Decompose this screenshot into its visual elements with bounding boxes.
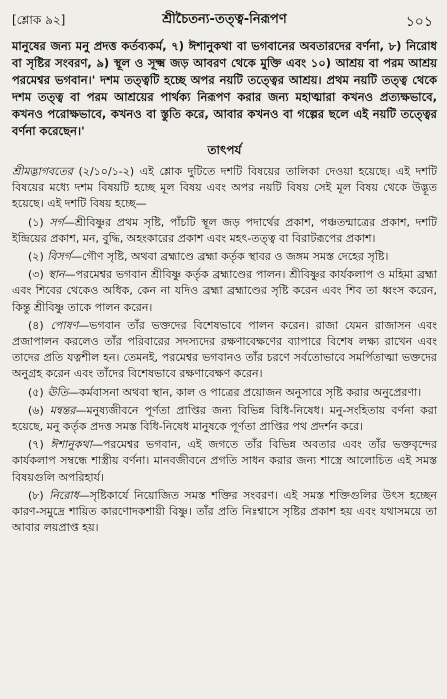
topic-description: —কর্মবাসনা অথবা স্থান, কাল ও পাত্রের প্রয়োজন অনুসারে সৃষ্টি করার অনুপ্রেরণা। bbox=[67, 385, 422, 399]
page-header bbox=[12, 6, 437, 28]
topic-number: (১) bbox=[28, 215, 44, 229]
topic-term: ঊতি bbox=[47, 385, 68, 399]
topic-number: (৫) bbox=[28, 385, 44, 399]
topic-item bbox=[12, 403, 437, 435]
topic-term: ঈশানুকথা bbox=[50, 438, 92, 452]
topic-number: (৪) bbox=[28, 318, 44, 332]
topic-description: —সৃষ্টিকার্যে নিয়োজিত সমস্ত শক্তির সংবরণ। এই সমস্ত শক্তিগুলির উৎস হচ্ছেন কারণ-সমুদ্রে শায়িত কারণোদকশায়ী বিষ্ণু। তাঁর প্রতি নিঃশ্বাসে সৃষ্টির প্রকাশ হয় এবং যথাসময়ে তা আবার লয়প্রাপ্ত হয়। bbox=[12, 488, 437, 535]
topic-term: সর্গ bbox=[49, 215, 64, 229]
purport-intro bbox=[12, 164, 437, 213]
topic-description: —মনুষ্যজীবনে পূর্ণতা প্রাপ্তির জন্য বিভিন্ন বিধি-নিষেধ। মনু-সংহিতায় বর্ণনা করা হয়েছে, মনু কর্তৃক প্রদত্ত সমস্ত বিধি-নিষেধ মানুষকে পূর্ণতা প্রাপ্তির পথ প্রদর্শন করে। bbox=[12, 403, 438, 434]
topic-item bbox=[12, 267, 437, 316]
topic-term: বিসর্গ bbox=[47, 250, 71, 264]
topic-description: —পরমেশ্বর ভগবান, এই জগতে তাঁর বিভিন্ন অবতার এবং তাঁর ভক্তবৃন্দের কার্যকলাপ সম্বন্ধে শাস্ত্রীয় বর্ণনা। মানবজীবনে প্রগতি সাধন করার জন্য শাস্ত্রে আলোচিত এই সমস্ত বিষয়গুলি অপরিহার্য। bbox=[12, 438, 437, 484]
intro-source: শ্রীমদ্ভাগবতের bbox=[12, 165, 73, 178]
topic-description: —গৌণ সৃষ্টি, অথবা ব্রহ্মাণ্ডে ব্রহ্মা কর্তৃক স্থাবর ও জঙ্গম সমস্ত দেহের সৃষ্টি। bbox=[71, 250, 389, 264]
topic-description: —পরমেশ্বর ভগবান শ্রীবিষ্ণু কর্তৃক ব্রহ্মাণ্ডের পালন। শ্রীবিষ্ণুর কার্যকলাপ ও মহিমা ব্রহ্মা এবং শিবের থেকেও অধিক, কেন না যদিও ব্রহ্মা ব্রহ্মাণ্ডের সৃষ্টি করেন এবং শিব তা ধ্বংস করেন, কিন্তু শ্রীবিষ্ণু তাকে পালন করেন। bbox=[12, 268, 437, 314]
topic-term: স্থান bbox=[47, 268, 65, 282]
topic-term: পোষণ bbox=[50, 318, 79, 332]
topic-list bbox=[12, 215, 437, 537]
topic-item bbox=[12, 215, 437, 247]
topic-item bbox=[12, 318, 437, 383]
chapter-title: শ্রীচৈতন্য-তত্ত্ব-নিরূপণ bbox=[162, 12, 287, 27]
topic-item bbox=[12, 437, 437, 486]
topic-item bbox=[12, 488, 437, 537]
translation-paragraph: মানুষের জন্য মনু প্রদত্ত কর্তব্যকর্ম, ৭) ঈশানুকথা বা ভগবানের অবতারদের বর্ণনা, ৮) নিরোধ বা সৃষ্টির সংবরণ, ৯) স্থূল ও সূক্ষ্ম জড় আবরণ থেকে মুক্তি এবং ১০) আশ্রয় বা পরম আশ্রয় পরমেশ্বর ভগবান।' দশম তত্ত্বটি হচ্ছে অপর নয়টি তত্ত্বের আশ্রয়। প্রথম নয়টি তত্ত্ব থেকে দশম তত্ত্ব বা পরম আশ্রয়ের পার্থক্য নিরূপণ করার জন্য মহাত্মারা কখনও প্রত্যক্ষভাবে, কখনও পরোক্ষভাবে, কখনও বা স্তুতি করে, আবার কখনও বা গল্পের ছলে এই নয়টি তত্ত্বের বর্ণনা করেছেন।' bbox=[12, 39, 437, 138]
purport-heading: তাৎপর্য bbox=[207, 143, 242, 157]
intro-text: (২/১০/১-২) এই শ্লোক দুটিতে দশটি বিষয়ের তালিকা দেওয়া হয়েছে। এই দশটি বিষয়ের মধ্যে দশম বিষয়টি হচ্ছে মূল বিষয় এবং অপর নয়টি বিষয় সেই মূল বিষয় থেকে উদ্ভূত হয়েছে। এই দশটি বিষয় হচ্ছে— bbox=[12, 165, 437, 211]
topic-description: —ভগবান তাঁর ভক্তদের বিশেষভাবে পালন করেন। রাজা যেমন রাজাসন এবং প্রজাপালন করলেও তাঁর পরিবারের সদস্যদের রক্ষণাবেক্ষণের ব্যাপারে বিশেষ লক্ষ্য রাখেন এবং তাদের প্রতি যত্নশীল হন। তেমনই, পরমেশ্বর ভগবানও তাঁর চরণে সর্বতোভাবে সমর্পিতাত্মা ভক্তদের অনুগ্রহ করেন এবং তাঁদের বিশেষভাবে রক্ষণাবেক্ষণ করেন। bbox=[12, 318, 437, 381]
topic-term: মন্বন্তর bbox=[49, 403, 76, 417]
topic-number: (৩) bbox=[28, 268, 44, 282]
page-number: ১০১ bbox=[405, 14, 433, 30]
verse-reference: [শ্লোক ৯২] bbox=[12, 13, 66, 27]
topic-term: নিরোধ bbox=[49, 488, 79, 502]
topic-number: (৭) bbox=[28, 438, 44, 452]
topic-number: (৮) bbox=[28, 488, 44, 502]
topic-number: (২) bbox=[28, 250, 44, 264]
topic-number: (৬) bbox=[28, 403, 44, 417]
topic-item bbox=[12, 385, 437, 401]
topic-description: —শ্রীবিষ্ণুর প্রথম সৃষ্টি, পাঁচটি স্থূল জড় পদার্থের প্রকাশ, পঞ্চতন্মাত্রের প্রকাশ, দশটি ইন্দ্রিয়ের প্রকাশ, মন, বুদ্ধি, অহংকারের প্রকাশ এবং মহৎ-তত্ত্ব বা বিরাটরূপের প্রকাশ। bbox=[12, 215, 438, 245]
topic-item bbox=[12, 249, 437, 265]
